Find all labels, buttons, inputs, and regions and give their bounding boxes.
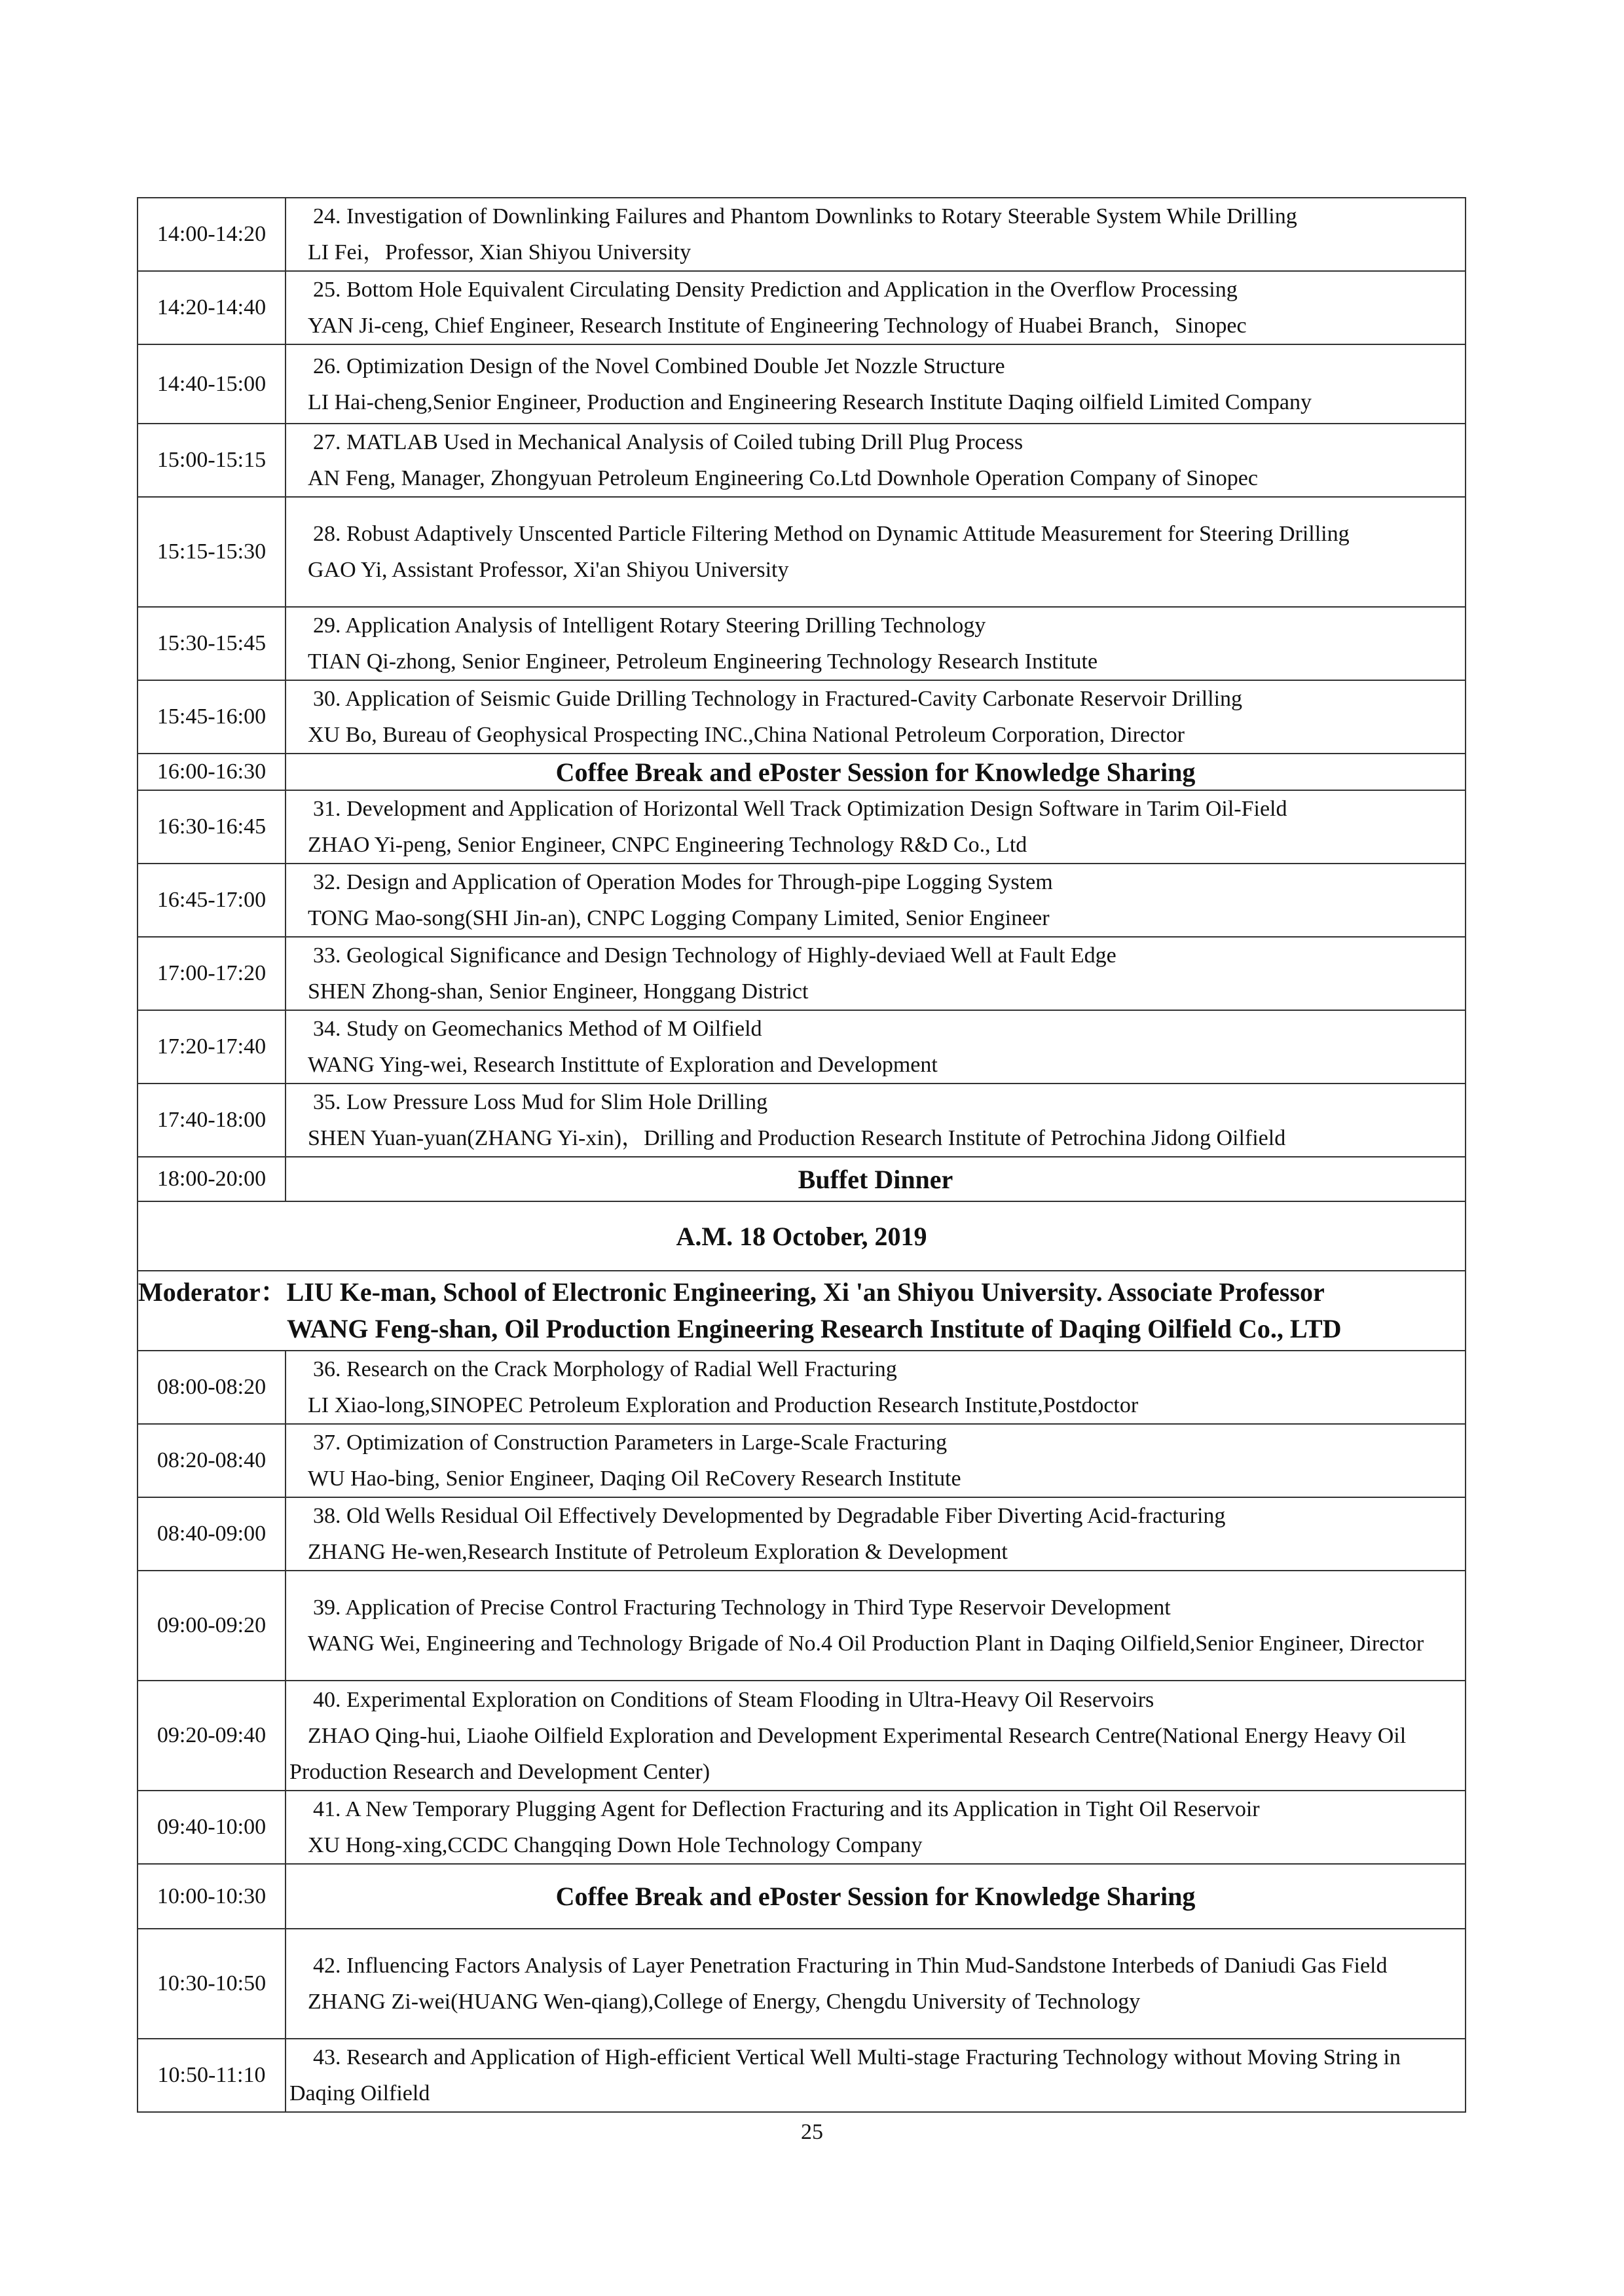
time-slot: 08:40-09:00 [138,1497,286,1571]
talk-cell [286,1084,1466,1157]
talk-cell [286,790,1466,864]
schedule-row [138,754,1466,790]
schedule-row [138,864,1466,937]
schedule-row [138,790,1466,864]
schedule-row [138,1681,1466,1791]
talk-speaker: LI Xiao-long,SINOPEC Petroleum Exploration and Production Research Institute,Postdoctor [308,1393,1139,1417]
talk-title: 24. Investigation of Downlinking Failures and Phantom Downlinks to Rotary Steerable System While Drilling [313,204,1297,228]
break-label: Buffet Dinner [286,1157,1466,1201]
time-slot: 09:40-10:00 [138,1791,286,1864]
talk-title: 27. MATLAB Used in Mechanical Analysis of Coiled tubing Drill Plug Process [313,430,1024,454]
time-slot: 17:00-17:20 [138,937,286,1010]
schedule-row [138,1201,1466,1271]
break-label: Coffee Break and ePoster Session for Knowledge Sharing [286,754,1466,790]
talk-speaker: SHEN Zhong-shan, Senior Engineer, Honggang District [308,979,809,1004]
time-slot: 14:20-14:40 [138,271,286,344]
talk-title: 33. Geological Significance and Design Technology of Highly-deviaed Well at Fault Edge [313,943,1116,968]
talk-title: 36. Research on the Crack Morphology of Radial Well Fracturing [313,1357,897,1381]
schedule-row [138,1791,1466,1864]
schedule-row [138,1864,1466,1929]
talk-cell [286,680,1466,754]
schedule-row [138,937,1466,1010]
time-slot: 15:30-15:45 [138,607,286,680]
schedule-row [138,1929,1466,2039]
time-slot: 18:00-20:00 [138,1157,286,1201]
talk-speaker: GAO Yi, Assistant Professor, Xi'an Shiyou University [308,558,789,582]
time-slot: 08:00-08:20 [138,1351,286,1424]
talk-title: 43. Research and Application of High-efficient Vertical Well Multi-stage Fracturing Technology without Moving String in Daqing Oilfield [289,2045,1401,2105]
talk-speaker: SHEN Yuan-yuan(ZHANG Yi-xin)，Drilling and Production Research Institute of Petrochina Jidong Oilfield [308,1126,1286,1150]
schedule-row [138,344,1466,424]
schedule-row [138,1424,1466,1497]
talk-speaker: ZHANG He-wen,Research Institute of Petroleum Exploration & Development [308,1540,1008,1564]
time-slot: 09:20-09:40 [138,1681,286,1791]
schedule-row [138,1497,1466,1571]
talk-cell [286,1497,1466,1571]
talk-cell [286,1351,1466,1424]
talk-title: 35. Low Pressure Loss Mud for Slim Hole Drilling [313,1090,768,1114]
talk-cell [286,198,1466,271]
talk-title: 41. A New Temporary Plugging Agent for Deflection Fracturing and its Application in Tight Oil Reservoir [313,1797,1260,1821]
talk-cell [286,1929,1466,2039]
time-slot: 17:40-18:00 [138,1084,286,1157]
talk-speaker: XU Hong-xing,CCDC Changqing Down Hole Technology Company [308,1833,923,1857]
talk-speaker: LI Fei，Professor, Xian Shiyou University [308,240,692,264]
talk-title: 42. Influencing Factors Analysis of Layer Penetration Fracturing in Thin Mud-Sandstone Interbeds of Daniudi Gas Field [313,1954,1388,1978]
time-slot: 10:30-10:50 [138,1929,286,2039]
time-slot: 16:45-17:00 [138,864,286,937]
talk-speaker: WANG Wei, Engineering and Technology Brigade of No.4 Oil Production Plant in Daqing Oilfield,Senior Engineer, Director [308,1631,1424,1656]
time-slot: 15:15-15:30 [138,497,286,607]
talk-title: 40. Experimental Exploration on Conditions of Steam Flooding in Ultra-Heavy Oil Reservoirs [313,1687,1154,1712]
time-slot: 16:00-16:30 [138,754,286,790]
talk-cell [286,1681,1466,1791]
talk-cell [286,1424,1466,1497]
talk-cell [286,2039,1466,2112]
talk-speaker: TIAN Qi-zhong, Senior Engineer, Petroleum Engineering Technology Research Institute [308,649,1098,674]
schedule-row [138,1351,1466,1424]
talk-speaker: LI Hai-cheng,Senior Engineer, Production and Engineering Research Institute Daqing oilfield Limited Company [308,390,1312,414]
talk-speaker: AN Feng, Manager, Zhongyuan Petroleum Engineering Co.Ltd Downhole Operation Company of Sinopec [308,466,1258,490]
schedule-row [138,424,1466,497]
talk-cell [286,271,1466,344]
talk-cell [286,1791,1466,1864]
time-slot: 08:20-08:40 [138,1424,286,1497]
schedule-row [138,1571,1466,1681]
talk-cell [286,344,1466,424]
time-slot: 10:00-10:30 [138,1864,286,1929]
time-slot: 14:00-14:20 [138,198,286,271]
talk-speaker: XU Bo, Bureau of Geophysical Prospecting INC.,China National Petroleum Corporation, Director [308,723,1185,747]
talk-speaker: TONG Mao-song(SHI Jin-an), CNPC Logging Company Limited, Senior Engineer [308,906,1050,930]
time-slot: 15:00-15:15 [138,424,286,497]
schedule-row [138,271,1466,344]
talk-title: 30. Application of Seismic Guide Drilling Technology in Fractured-Cavity Carbonate Reservoir Drilling [313,687,1243,711]
talk-cell [286,607,1466,680]
talk-cell [286,424,1466,497]
schedule-row [138,1010,1466,1084]
schedule-row [138,680,1466,754]
talk-cell [286,1571,1466,1681]
talk-speaker: ZHAO Qing-hui, Liaohe Oilfield Exploration and Development Experimental Research Centre(National Energy Heavy Oil Production Research and Development Center) [289,1723,1407,1784]
talk-title: 38. Old Wells Residual Oil Effectively Developmented by Degradable Fiber Diverting Acid-fracturing [313,1504,1226,1528]
schedule-row [138,607,1466,680]
moderator-cell [138,1271,1466,1351]
moderator-line: Moderator：LIU Ke-man, School of Electronic Engineering, Xi 'an Shiyou University. Associate Professor [138,1277,1325,1307]
talk-cell [286,937,1466,1010]
talk-speaker: WANG Ying-wei, Research Instittute of Exploration and Development [308,1053,938,1077]
schedule-row [138,2039,1466,2112]
talk-speaker: WU Hao-bing, Senior Engineer, Daqing Oil ReCovery Research Institute [308,1467,961,1491]
talk-title: 28. Robust Adaptively Unscented Particle Filtering Method on Dynamic Attitude Measurement for Steering Drilling [313,522,1350,546]
time-slot: 09:00-09:20 [138,1571,286,1681]
break-label: Coffee Break and ePoster Session for Knowledge Sharing [286,1864,1466,1929]
talk-title: 37. Optimization of Construction Parameters in Large-Scale Fracturing [313,1430,948,1455]
time-slot: 17:20-17:40 [138,1010,286,1084]
schedule-row [138,1157,1466,1201]
schedule-table [137,197,1466,2113]
talk-speaker: ZHAO Yi-peng, Senior Engineer, CNPC Engineering Technology R&D Co., Ltd [308,833,1027,857]
talk-speaker: ZHANG Zi-wei(HUANG Wen-qiang),College of Energy, Chengdu University of Technology [308,1990,1141,2014]
talk-title: 39. Application of Precise Control Fracturing Technology in Third Type Reservoir Development [313,1595,1171,1620]
schedule-row [138,1271,1466,1351]
talk-speaker: YAN Ji-ceng, Chief Engineer, Research Institute of Engineering Technology of Huabei Branch，Sinopec [308,314,1247,338]
schedule-row [138,198,1466,271]
time-slot: 15:45-16:00 [138,680,286,754]
talk-title: 29. Application Analysis of Intelligent Rotary Steering Drilling Technology [313,613,986,638]
time-slot: 10:50-11:10 [138,2039,286,2112]
talk-title: 25. Bottom Hole Equivalent Circulating Density Prediction and Application in the Overflow Processing [313,278,1238,302]
talk-title: 26. Optimization Design of the Novel Combined Double Jet Nozzle Structure [313,354,1005,378]
talk-title: 34. Study on Geomechanics Method of M Oilfield [313,1017,762,1041]
session-date-heading: A.M. 18 October, 2019 [138,1201,1466,1271]
schedule-row [138,497,1466,607]
talk-cell [286,864,1466,937]
talk-title: 31. Development and Application of Horizontal Well Track Optimization Design Software in Tarim Oil-Field [313,797,1287,821]
time-slot: 16:30-16:45 [138,790,286,864]
talk-cell [286,497,1466,607]
page-number: 25 [801,2120,823,2144]
talk-title: 32. Design and Application of Operation Modes for Through-pipe Logging System [313,870,1053,894]
talk-cell [286,1010,1466,1084]
schedule-row [138,1084,1466,1157]
time-slot: 14:40-15:00 [138,344,286,424]
moderator-line: WANG Feng-shan, Oil Production Engineering Research Institute of Daqing Oilfield Co., LTD [287,1314,1342,1343]
